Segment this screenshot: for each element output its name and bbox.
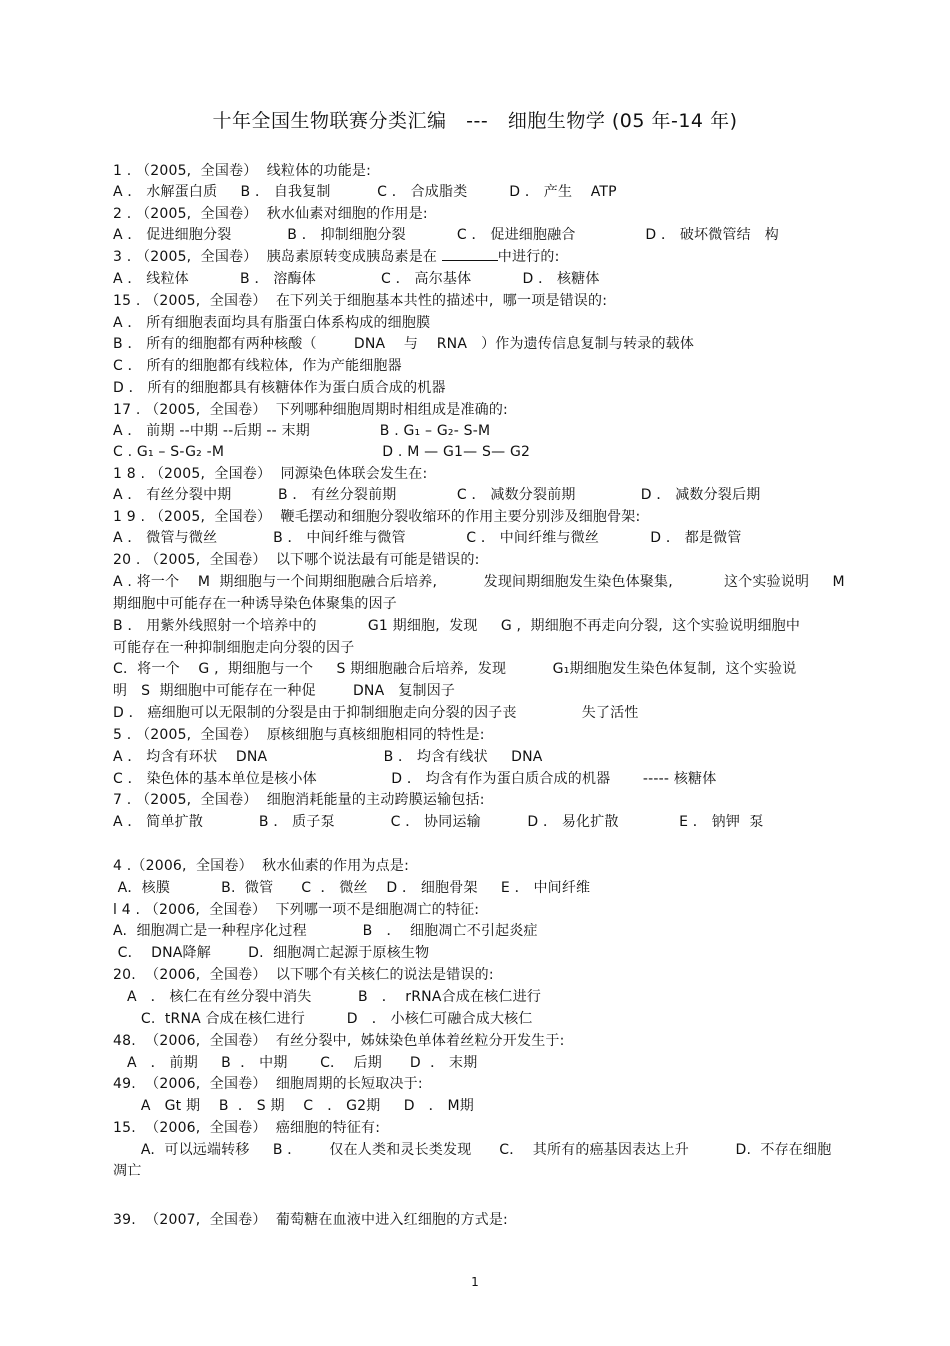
line-text: B ． 用紫外线照射一个培养中的 G1 期细胞, 发现 G , 期细胞不再走向分裂, 这个实验说明细胞中 xyxy=(113,618,801,634)
text-line xyxy=(113,617,800,635)
text-line xyxy=(113,1141,831,1159)
text-line xyxy=(113,704,639,722)
line-text: 3 . （2005, 全国卷） 胰岛素原转变成胰岛素是在 xyxy=(113,249,442,265)
line-text: 7 . （2005, 全国卷） 细胞消耗能量的主动跨膜运输包括: xyxy=(113,792,485,808)
text-line xyxy=(113,726,485,744)
line-text: A ． 简单扩散 B ． 质子泵 C ． 协同运输 D ． 易化扩散 E ． 钠钾 泵 xyxy=(113,814,764,830)
line-text: A ． 前期 B ． 中期 C． 后期 D ． 末期 xyxy=(113,1055,478,1071)
line-text: A. 细胞凋亡是一种程序化过程 B ． 细胞凋亡不引起炎症 xyxy=(113,923,538,939)
text-line xyxy=(113,857,409,875)
line-text: 凋亡 xyxy=(113,1163,142,1179)
text-line xyxy=(113,1211,508,1229)
line-text: 1 . （2005, 全国卷） 线粒体的功能是: xyxy=(113,163,372,179)
line-text-after-blank: 中进行的: xyxy=(497,249,560,265)
line-text: A Gt 期 B ． S 期 C ． G2期 D ． M期 xyxy=(113,1098,474,1114)
text-line xyxy=(113,335,694,353)
text-line xyxy=(113,1054,477,1072)
text-line xyxy=(113,813,764,831)
line-text: 15. （2006, 全国卷） 癌细胞的特征有: xyxy=(113,1120,381,1136)
text-line xyxy=(113,226,779,244)
line-text: A. 可以远端转移 B ． 仅在人类和灵长类发现 C． 其所有的癌基因表达上升 D. 不存在细胞 xyxy=(113,1142,832,1158)
line-text: 期细胞中可能存在一种诱导染色体聚集的因子 xyxy=(113,596,397,612)
text-line xyxy=(113,988,541,1006)
text-line xyxy=(113,966,494,984)
line-text: A ． 前期 --中期 --后期 -- 末期 B . G₁ – G₂- S-M xyxy=(113,423,491,439)
text-line xyxy=(113,314,430,332)
text-line xyxy=(113,248,560,266)
text-line xyxy=(113,443,530,461)
line-text: A ． 有丝分裂中期 B ． 有丝分裂前期 C ． 减数分裂前期 D ． 减数分裂后期 xyxy=(113,487,761,503)
line-text: A ． 均含有环状 DNA B ． 均含有线状 DNA xyxy=(113,749,543,765)
document-title: 十年全国生物联赛分类汇编 --- 细胞生物学 (05 年-14 年) xyxy=(212,110,738,132)
line-text: 2 . （2005, 全国卷） 秋水仙素对细胞的作用是: xyxy=(113,206,428,222)
line-text: 5 . （2005, 全国卷） 原核细胞与真核细胞相同的特性是: xyxy=(113,727,485,743)
line-text: 可能存在一种抑制细胞走向分裂的因子 xyxy=(113,640,355,656)
line-text: A ． 核仁在有丝分裂中消失 B ． rRNA合成在核仁进行 xyxy=(113,989,542,1005)
line-text: A ． 所有细胞表面均具有脂蛋白体系构成的细胞膜 xyxy=(113,315,431,331)
line-text: C ． 所有的细胞都有线粒体, 作为产能细胞器 xyxy=(113,358,402,374)
text-line xyxy=(113,401,508,419)
text-line xyxy=(113,595,397,613)
line-text: A ． 促进细胞分裂 B ． 抑制细胞分裂 C ． 促进细胞融合 D ． 破坏微管结 构 xyxy=(113,227,779,243)
line-text: 明 S 期细胞中可能存在一种促 DNA 复制因子 xyxy=(113,683,456,699)
line-text: A ． 水解蛋白质 B ． 自我复制 C ． 合成脂类 D ． 产生 ATP xyxy=(113,184,617,200)
line-text: 1 9 . （2005, 全国卷） 鞭毛摆动和细胞分裂收缩环的作用主要分别涉及细胞骨架: xyxy=(113,509,641,525)
line-text: C． DNA降解 D. 细胞凋亡起源于原核生物 xyxy=(113,945,430,961)
text-line xyxy=(113,205,428,223)
text-line xyxy=(113,1032,565,1050)
line-text: 4 .（2006, 全国卷） 秋水仙素的作用为点是: xyxy=(113,858,410,874)
text-line xyxy=(113,465,427,483)
text-line xyxy=(113,1075,423,1093)
line-text: A ． 线粒体 B ． 溶酶体 C ． 高尔基体 D ． 核糖体 xyxy=(113,271,600,287)
text-line xyxy=(113,1097,474,1115)
text-line xyxy=(113,508,640,526)
line-text: D ． 所有的细胞都具有核糖体作为蛋白质合成的机器 xyxy=(113,380,446,396)
line-text: 1 8 . （2005, 全国卷） 同源染色体联会发生在: xyxy=(113,466,428,482)
text-line xyxy=(113,551,480,569)
text-line xyxy=(113,791,485,809)
text-line xyxy=(113,1162,141,1180)
text-line xyxy=(113,922,538,940)
line-text: D ． 癌细胞可以无限制的分裂是由于抑制细胞走向分裂的因子丧 失了活性 xyxy=(113,705,639,721)
line-text: 15 . （2005, 全国卷） 在下列关于细胞基本共性的描述中, 哪一项是错误的: xyxy=(113,293,608,309)
text-line xyxy=(113,183,617,201)
text-line xyxy=(113,748,543,766)
page-number: 1 xyxy=(471,1275,479,1289)
line-text: 20. （2006, 全国卷） 以下哪个有关核仁的说法是错误的: xyxy=(113,967,494,983)
line-text: 17 . （2005, 全国卷） 下列哪种细胞周期时相组成是准确的: xyxy=(113,402,508,418)
line-text: 20 . （2005, 全国卷） 以下哪个说法最有可能是错误的: xyxy=(113,552,480,568)
text-line xyxy=(113,379,446,397)
line-text: C ． 染色体的基本单位是核小体 D ． 均含有作为蛋白质合成的机器 ----- 核糖体 xyxy=(113,771,717,787)
text-line xyxy=(113,292,607,310)
text-line xyxy=(113,639,354,657)
line-text: A ． 微管与微丝 B ． 中间纤维与微管 C ． 中间纤维与微丝 D ． 都是微管 xyxy=(113,530,742,546)
line-text: A．核膜 B. 微管 C ． 微丝 D ． 细胞骨架 E ． 中间纤维 xyxy=(113,880,591,896)
text-line xyxy=(113,422,490,440)
text-line xyxy=(113,1119,380,1137)
text-line xyxy=(113,1010,533,1028)
fill-in-blank xyxy=(442,248,498,261)
text-line xyxy=(113,682,455,700)
text-line xyxy=(113,162,371,180)
line-text: 48. （2006, 全国卷） 有丝分裂中, 姊妹染色单体着丝粒分开发生于: xyxy=(113,1033,565,1049)
text-line xyxy=(113,573,845,591)
text-line xyxy=(113,770,716,788)
line-text: A . 将一个 M 期细胞与一个间期细胞融合后培养, 发现间期细胞发生染色体聚集, 这个实验说明 M xyxy=(113,574,845,590)
line-text: C . G₁ – S-G₂ -M D . M — G1— S— G2 xyxy=(113,444,531,460)
line-text: C．将一个 G , 期细胞与一个 S 期细胞融合后培养, 发现 G₁期细胞发生染色体复制, 这个实验说 xyxy=(113,661,797,677)
text-line xyxy=(113,270,600,288)
text-line xyxy=(113,944,429,962)
text-line xyxy=(113,901,479,919)
line-text: B ． 所有的细胞都有两种核酸（ DNA 与 RNA ）作为遗传信息复制与转录的载体 xyxy=(113,336,695,352)
text-line xyxy=(113,357,402,375)
text-line xyxy=(113,486,760,504)
line-text: l 4 . （2006, 全国卷） 下列哪一项不是细胞凋亡的特征: xyxy=(113,902,480,918)
line-text: C. tRNA 合成在核仁进行 D ． 小核仁可融合成大核仁 xyxy=(113,1011,533,1027)
line-text: 49. （2006, 全国卷） 细胞周期的长短取决于: xyxy=(113,1076,423,1092)
line-text: 39. （2007, 全国卷） 葡萄糖在血液中进入红细胞的方式是: xyxy=(113,1212,508,1228)
text-line xyxy=(113,879,590,897)
text-line xyxy=(113,660,796,678)
text-line xyxy=(113,529,742,547)
